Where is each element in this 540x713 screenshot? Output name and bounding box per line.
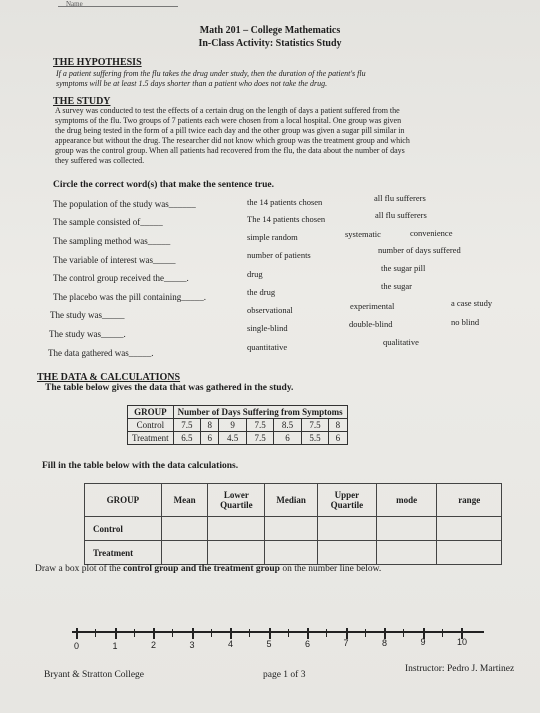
data-cell: 8 [329,419,347,432]
number-line-tick [307,628,309,639]
number-line-tick [172,629,173,637]
number-line-label: 3 [189,639,195,650]
question-sample: The sample consisted of_____ [53,217,163,227]
mode-col-header: mode [376,484,437,517]
treatment-label: Treatment [128,432,174,445]
number-line-tick [269,628,271,639]
data-cell: 9 [219,419,246,432]
data-cell: 7.5 [301,419,328,432]
answer-cell[interactable] [265,541,318,565]
answer-cell[interactable] [437,541,502,565]
question-data-type: The data gathered was_____. [48,348,154,358]
group-header: GROUP [128,406,174,419]
question-population: The population of the study was______ [53,199,196,209]
table-row [128,432,348,445]
days-header: Number of Days Suffering from Symptoms [173,406,347,419]
data-cell: 7.5 [246,432,273,445]
boxplot-instruction-post: on the number line below. [279,564,382,574]
question-placebo: The placebo was the pill containing_____. [53,292,206,302]
question-sampling-method: The sampling method was_____ [53,236,171,246]
option-the-drug[interactable]: the drug [247,287,276,297]
option-no-blind[interactable]: no blind [451,317,480,327]
option-convenience[interactable]: convenience [410,228,453,238]
table-row [85,541,502,565]
option-14-patients[interactable]: The 14 patients chosen [247,214,326,224]
answer-cell[interactable] [161,541,208,565]
control-label: Control [128,419,174,432]
boxplot-instruction-pre: Draw a box plot of the [35,564,124,574]
option-the-sugar[interactable]: the sugar [381,281,412,291]
option-sugar-pill[interactable]: the sugar pill [381,263,426,273]
data-cell: 7.5 [246,419,273,432]
option-case-study[interactable]: a case study [451,298,493,308]
data-subheading: The table below gives the data that was gathered in the study. [45,383,294,393]
fill-instruction: Fill in the table below with the data calculations. [42,461,239,471]
number-line-tick [153,628,155,639]
option-systematic[interactable]: systematic [345,229,381,239]
option-drug[interactable]: drug [247,269,263,279]
number-line-tick [192,628,194,639]
number-line-tick [403,629,404,637]
data-cell: 6.5 [173,432,200,445]
study-line: A survey was conducted to test the effects of a certain drug on the length of days a patient suffered from the [55,106,400,115]
number-line-tick [365,629,366,637]
number-line-label: 7 [343,638,349,649]
treatment-row-label: Treatment [85,541,162,565]
answer-cell[interactable] [318,517,377,541]
data-cell: 6 [201,432,219,445]
answer-cell[interactable] [437,517,502,541]
number-line-label: 6 [305,638,311,649]
data-heading: THE DATA & CALCULATIONS [37,372,181,383]
option-number-of-patients[interactable]: number of patients [247,250,311,260]
number-line-label: 5 [266,639,272,649]
number-line-label: 0 [74,641,80,651]
number-line-tick [76,628,78,639]
footer-college: Bryant & Stratton College [44,670,145,680]
activity-title: In-Class Activity: Statistics Study [198,38,342,49]
number-line-tick [211,629,212,637]
study-line: appearance but without the drug. The researcher did not know which group was the treatment group and which [55,136,410,145]
number-line-label: 9 [420,637,426,648]
lower-quartile-col-header: Lower Quartile [208,484,265,517]
number-line-tick [115,628,117,639]
number-line-label: 1 [112,640,118,651]
data-cell: 5.5 [301,432,328,445]
upper-quartile-col-header: Upper Quartile [318,484,377,517]
number-line[interactable] [72,628,484,652]
answer-cell[interactable] [208,541,265,565]
study-line: group was the control group. When all patients had recovered from the flu, the data about the number of days [55,146,405,155]
answer-cell[interactable] [318,541,377,565]
table-header-row [128,406,348,419]
answer-cell[interactable] [265,517,318,541]
boxplot-instruction-bold: control group and the treatment group [123,564,280,574]
number-line-tick [249,629,250,637]
answer-cell[interactable] [376,517,437,541]
footer-instructor: Instructor: Pedro J. Martinez [405,664,515,674]
question-study-type: The study was_____ [50,310,125,320]
worksheet-title [0,24,540,50]
number-line-tick [326,629,327,637]
question-variable: The variable of interest was_____ [53,255,176,265]
number-line-tick [134,629,135,637]
answer-cell[interactable] [161,517,208,541]
number-line-label: 4 [228,639,234,650]
question-control-group: The control group received the_____. [53,273,189,283]
option-observational[interactable]: observational [247,305,293,315]
study-data-table [127,405,348,445]
data-cell: 7.5 [173,419,200,432]
option-number-of-days[interactable]: number of days suffered [378,245,461,255]
study-line: symptoms of the flu. Two groups of 7 patients each were chosen from a local hospital. One group was given [55,116,402,125]
calculations-table [84,483,502,565]
study-line: the drug being tested in the form of a pill twice each day and the other group was given a sugar pill similar in [55,126,405,135]
table-header-row [85,484,502,517]
group-col-header: GROUP [85,484,162,517]
control-row-label: Control [85,517,162,541]
study-heading: THE STUDY [53,96,111,107]
data-cell: 8 [201,419,219,432]
name-line [58,6,178,7]
hypothesis-line-1: If a patient suffering from the flu takes the drug under study, then the duration of the patient's flu [56,69,366,78]
hypothesis-heading: THE HYPOTHESIS [53,57,142,68]
median-col-header: Median [265,484,318,517]
option-quantitative[interactable]: quantitative [247,342,288,352]
study-paragraph [55,106,495,166]
data-cell: 6 [274,432,301,445]
number-line-tick [95,629,96,637]
number-line-tick [230,628,232,639]
data-cell: 8.5 [274,419,301,432]
option-double-blind[interactable]: double-blind [349,319,393,329]
range-col-header: range [437,484,502,517]
question-blinding: The study was_____. [49,329,126,339]
option-experimental[interactable]: experimental [350,301,395,311]
number-line-label: 2 [151,640,157,651]
course-title: Math 201 – College Mathematics [199,25,341,36]
option-all-flu-sufferers[interactable]: all flu sufferers [374,193,426,203]
name-label: Name [66,0,83,8]
data-cell: 6 [329,432,347,445]
table-row [85,517,502,541]
number-line-tick [442,629,443,637]
answer-cell[interactable] [376,541,437,565]
boxplot-instruction [35,564,381,574]
footer-page-number: page 1 of 3 [263,670,306,680]
answer-cell[interactable] [208,517,265,541]
option-all-flu-sufferers[interactable]: all flu sufferers [375,210,427,220]
hypothesis-line-2: symptoms will be at least 1.5 days shorter than a patient who does not take the drug. [56,79,328,88]
study-line: they suffered was collected. [55,156,145,165]
number-line-tick [288,629,289,637]
option-14-patients[interactable]: the 14 patients chosen [247,197,323,207]
mean-col-header: Mean [161,484,208,517]
circle-instruction: Circle the correct word(s) that make the sentence true. [53,180,274,190]
data-cell: 4.5 [219,432,246,445]
number-line-label: 8 [382,637,388,648]
option-single-blind[interactable]: single-blind [247,323,288,333]
option-simple-random[interactable]: simple random [247,232,298,242]
number-line-label: 10 [457,637,468,647]
table-row [128,419,348,432]
option-qualitative[interactable]: qualitative [383,337,419,347]
